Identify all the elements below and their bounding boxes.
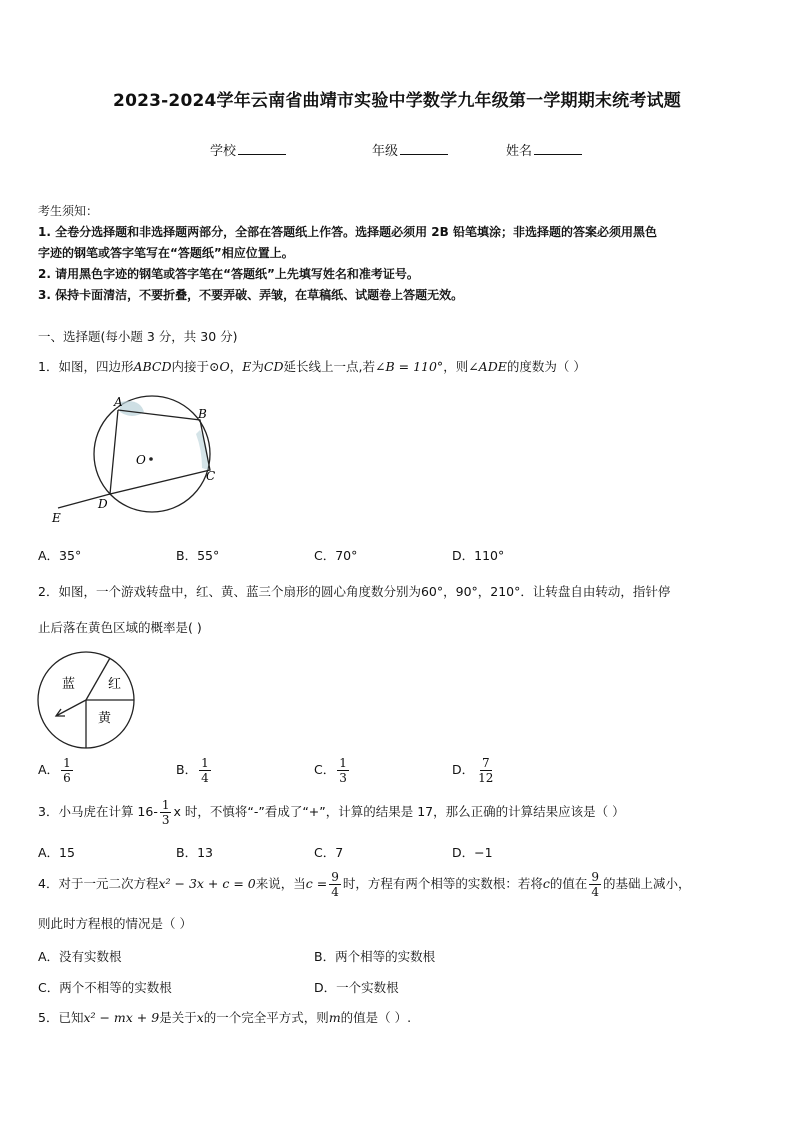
q3-option-c: C．7 bbox=[314, 845, 344, 860]
label-blue: 蓝 bbox=[62, 677, 76, 692]
q2-option-a: A． $\frac{1}{6}$ bbox=[38, 756, 71, 785]
question-1: 1．如图，四边形ABCD内接于⊙O，E为CD延长线上一点,若∠B = 110°，则∠ADE的度数为（ ） bbox=[38, 359, 586, 374]
school-field: 学校 bbox=[210, 140, 286, 159]
label-o: O bbox=[136, 453, 146, 467]
question-4: 4．对于一元二次方程x² − 3x + c = 0来说，当c = $\frac{9}{4}$ 时，方程有两个相等的实数根：若将c的值在 $\frac{9}{4}$ 的基础上减小， bbox=[38, 870, 691, 899]
name-field: 姓名 bbox=[506, 140, 582, 159]
label-red: 红 bbox=[108, 677, 122, 692]
label-d: D bbox=[98, 497, 108, 511]
notice-item: 字迹的钢笔或答字笔写在“答题纸”相应位置上。 bbox=[38, 246, 294, 260]
q1-option-b: B．55° bbox=[176, 548, 220, 563]
page-title: 2023-2024学年云南省曲靖市实验中学数学九年级第一学期期末统考试题 bbox=[113, 91, 681, 111]
grade-field: 年级 bbox=[372, 140, 448, 159]
section-heading: 一、选择题(每小题 3 分，共 30 分) bbox=[38, 329, 238, 344]
q4-option-d: D．一个实数根 bbox=[314, 980, 399, 995]
notice-item: 3. 保持卡面清洁，不要折叠，不要弄破、弄皱，在草稿纸、试题卷上答题无效。 bbox=[38, 288, 464, 302]
notice-heading: 考生须知： bbox=[38, 204, 99, 218]
question-5: 5．已知x² − mx + 9是关于x的一个完全平方式，则m的值是（ ）. bbox=[38, 1010, 412, 1025]
label-yellow: 黄 bbox=[98, 711, 112, 726]
q1-option-c: C．70° bbox=[314, 548, 358, 563]
q2-option-d: D． $\frac{7}{12}$ bbox=[452, 756, 494, 785]
q4-option-b: B．两个相等的实数根 bbox=[314, 949, 436, 964]
question-3: 3．小马虎在计算 16- $\frac{1}{3}$ x 时，不慎将“-”看成了“+”，计算的结果是 17，那么正确的计算结果应该是（ ） bbox=[38, 798, 625, 827]
notice-item: 1. 全卷分选择题和非选择题两部分，全部在答题纸上作答。选择题必须用 2B 铅笔填涂；非选择题的答案必须用黑色 bbox=[38, 225, 657, 239]
question-4-line2: 则此时方程根的情况是（ ） bbox=[38, 916, 192, 931]
q2-option-c: C． $\frac{1}{3}$ bbox=[314, 756, 347, 785]
label-c: C bbox=[206, 469, 216, 483]
label-e: E bbox=[52, 511, 61, 525]
q3-option-d: D．−1 bbox=[452, 845, 493, 860]
q3-option-a: A．15 bbox=[38, 845, 75, 860]
q1-option-d: D．110° bbox=[452, 548, 505, 563]
label-b: B bbox=[198, 407, 207, 421]
question-2: 2．如图，一个游戏转盘中，红、黄、蓝三个扇形的圆心角度数分别为60°，90°，210°．让转盘自由转动，指针停 止后落在黄色区域的概率是( ) bbox=[38, 584, 671, 635]
notice-block bbox=[38, 201, 758, 306]
circle-quadrilateral-figure bbox=[40, 390, 230, 530]
q4-option-a: A．没有实数根 bbox=[38, 949, 122, 964]
q3-option-b: B．13 bbox=[176, 845, 213, 860]
q1-option-a: A．35° bbox=[38, 548, 82, 563]
label-a: A bbox=[114, 395, 123, 409]
q2-option-b: B． $\frac{1}{4}$ bbox=[176, 756, 209, 785]
spinner-figure bbox=[36, 650, 140, 754]
notice-item: 2. 请用黑色字迹的钢笔或答字笔在“答题纸”上先填写姓名和准考证号。 bbox=[38, 267, 419, 281]
q4-option-c: C．两个不相等的实数根 bbox=[38, 980, 172, 995]
